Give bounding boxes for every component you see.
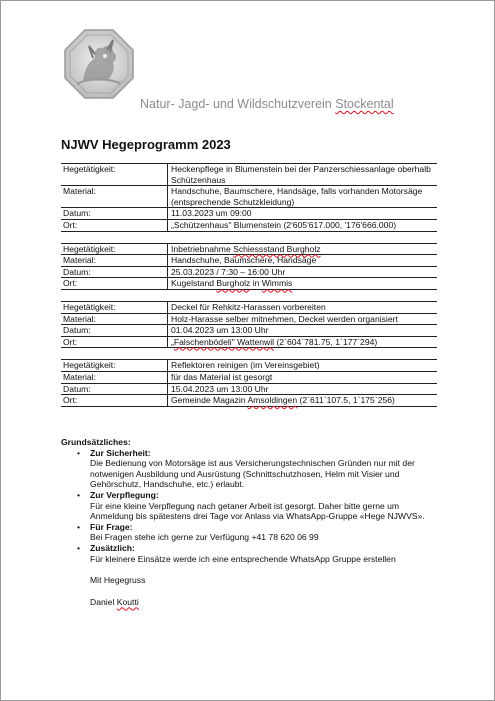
- item-heading: Zur Sicherheit:: [90, 447, 151, 458]
- table-row: [61, 302, 437, 313]
- closing: [61, 575, 441, 607]
- list-item: [77, 542, 441, 564]
- row-label: Datum:: [63, 208, 91, 219]
- item-text: Für kleinere Einsätze werde ich eine entsprechende WhatsApp Gruppe erstellen: [90, 553, 396, 564]
- row-value: Inbetriebnahme Schiessstand Burgholz: [167, 244, 437, 255]
- row-value: Kugelstand Burgholz in Wimmis: [167, 278, 437, 289]
- activity-block: [61, 359, 437, 406]
- row-value: Holz-Harasse selber mitnehmen, Deckel werden organisiert: [167, 314, 437, 325]
- row-value: 15.04.2023 um 13:00 Uhr: [167, 384, 437, 395]
- row-value: Reflektoren reinigen (im Vereinsgebiet): [167, 360, 437, 371]
- table-row: [61, 254, 437, 266]
- row-value: Handschuhe, Baumschere, Handsäge: [167, 255, 437, 266]
- table-row: [61, 185, 437, 207]
- table-row: [61, 324, 437, 336]
- row-label: Material:: [63, 255, 96, 266]
- table-row: [61, 266, 437, 278]
- row-label: Datum:: [63, 383, 91, 394]
- item-heading: Zur Verpflegung:: [90, 489, 159, 500]
- row-value: 25.03.2023 / 7:30 – 16:00 Uhr: [167, 267, 437, 278]
- row-label: Ort:: [63, 219, 78, 230]
- table-row: [61, 164, 437, 185]
- row-label: Hegetätigkeit:: [63, 243, 116, 254]
- row-label: Datum:: [63, 325, 91, 336]
- table-row: [61, 336, 437, 348]
- bullet-icon: •: [77, 489, 81, 500]
- item-heading: Zusätzlich:: [90, 542, 135, 553]
- bullet-icon: •: [77, 521, 81, 532]
- principles-heading: Grundsätzliches:: [61, 437, 131, 447]
- row-label: Ort:: [63, 278, 78, 289]
- row-label: Ort:: [63, 395, 78, 406]
- row-label: Hegetätigkeit:: [63, 164, 116, 174]
- row-label: Hegetätigkeit:: [63, 360, 116, 371]
- item-text: Bei Fragen stehe ich gerne zur Verfügung +41 78 620 06 99: [90, 532, 319, 543]
- bullet-icon: •: [77, 542, 81, 553]
- table-row: [61, 207, 437, 219]
- row-value: Gemeinde Magazin Amsoldingen (2`611`107.5, 1`175`256): [167, 395, 437, 406]
- item-text: Die Bedienung von Motorsäge ist aus Versicherungstechnischen Gründen nur mit der notwenigen Ausbildung und Ausrüstung (Schnittschutzhosen, Helm mit Visier und Gehörschutz, Handschuhe, etc.) erlaubt.: [90, 458, 415, 490]
- row-label: Ort:: [63, 336, 78, 347]
- list-item: [77, 447, 441, 490]
- bullet-icon: •: [77, 447, 81, 458]
- activity-block: [61, 243, 437, 290]
- row-label: Material:: [63, 186, 96, 197]
- principles-section: [61, 437, 441, 618]
- club-emblem-logo: [63, 28, 135, 100]
- list-item: [77, 489, 441, 522]
- row-value: 01.04.2023 um 13:00 Uhr: [167, 325, 437, 336]
- table-row: [61, 313, 437, 325]
- table-row: [61, 394, 437, 406]
- row-label: Hegetätigkeit:: [63, 301, 116, 312]
- activity-block: [61, 301, 437, 348]
- table-row: [61, 277, 437, 289]
- row-label: Datum:: [63, 266, 91, 277]
- activity-schedule: [61, 163, 437, 418]
- table-row: [61, 244, 437, 255]
- row-value: 11.03.2023 um 09:00: [167, 208, 437, 219]
- row-value: Handschuhe, Baumschere, Handsäge, falls vorhanden Motorsäge (entsprechende Schutzkleidung): [167, 186, 437, 207]
- table-row: [61, 371, 437, 383]
- activity-block: [61, 163, 437, 232]
- row-value: für das Material ist gesorgt: [167, 372, 437, 383]
- greeting: Mit Hegegruss: [90, 575, 146, 586]
- row-value: Deckel für Rehkitz-Harassen vorbereiten: [167, 302, 437, 313]
- table-row: [61, 383, 437, 395]
- organization-name: Natur- Jagd- und Wildschutzverein Stockental: [140, 97, 394, 111]
- row-label: Material:: [63, 313, 96, 324]
- document-title: NJWV Hegeprogramm 2023: [61, 137, 231, 152]
- item-text: Für eine kleine Verpflegung nach getaner Arbeit ist gesorgt. Daher bitte gerne um Anmeldung bis spätestens drei Tage vor Anlass via WhatsApp-Gruppe «Hege NJWVS».: [90, 500, 425, 522]
- principles-list: [61, 448, 441, 565]
- list-item: [77, 521, 441, 543]
- row-label: Material:: [63, 371, 96, 382]
- signature-name: Daniel Koutti: [90, 596, 139, 607]
- table-row: [61, 360, 437, 371]
- row-value: Heckenpflege in Blumenstein bei der Panzerschiessanlage oberhalb Schützenhaus: [167, 164, 437, 185]
- table-row: [61, 219, 437, 231]
- row-value: „Falschenbödeli" Wattenwil (2`604`781.75, 1`177`294): [167, 337, 437, 348]
- row-value: „Schützenhaus" Blumenstein (2'605'617.000, '176'666.000): [167, 220, 437, 231]
- item-heading: Für Frage:: [90, 521, 133, 532]
